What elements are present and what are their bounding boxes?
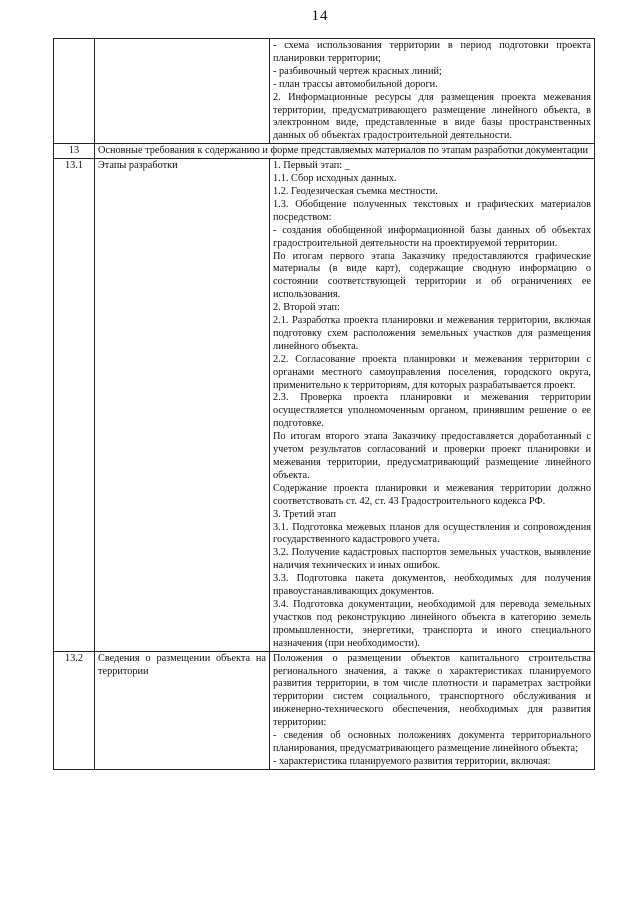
- row-title: Этапы разработки: [95, 159, 270, 651]
- content-line: 1. Первый этап: _: [273, 160, 350, 172]
- content-line: 1.3. Обобщение полученных текстовых и графических материалов посредством:: [273, 198, 591, 223]
- content-line: Положения о размещении объектов капитального строительства регионального значения, а также о характеристиках планируемого развития территории, в том числе плотности и параметрах застройки территории систем социального, транспортного обслуживания и инженерно-технического обеспечения, необходимых для развития территории:: [273, 652, 591, 729]
- content-line: 2. Информационные ресурсы для размещения проекта межевания территории, предусматривающего размещение линейного объекта, в электронном виде, представленные в виде базы пространственных данных об объектах градостроительной деятельности.: [273, 91, 591, 142]
- content-line: - сведения об основных положениях документа территориального планирования, предусматривающего размещение линейного объекта;: [273, 730, 591, 754]
- content-line: 2.2. Согласование проекта планировки и межевания территории с органами местного самоуправления поселения, городского округа, применительно к территориям, для которых разрабатывается проект.: [273, 353, 591, 391]
- row-number: [54, 39, 95, 144]
- row-number: 13.2: [54, 651, 95, 769]
- content-line: 3.2. Получение кадастровых паспортов земельных участков, выявление наличия технических и иных ошибок.: [273, 547, 591, 572]
- content-line: 2. Второй этап:: [273, 302, 340, 314]
- content-line: - создания обобщенной информационной базы данных об объектах градостроительной деятельности на проектируемой территории.: [273, 224, 591, 249]
- table-row: [54, 159, 595, 651]
- section-number: 13: [54, 144, 95, 159]
- row-title: [95, 39, 270, 144]
- content-line: 3.4. Подготовка документации, необходимой для перевода земельных участков под реконструкцию линейного объекта в категорию земель промышленности, энергетики, транспорта и иного специального назначения (при необходимости).: [273, 598, 591, 649]
- content-line: 1.1. Сбор исходных данных.: [273, 173, 397, 185]
- row-number: 13.1: [54, 159, 95, 651]
- content-line: По итогам второго этапа Заказчику предоставляется доработанный с учетом результатов согласований и проверки проект планировки и межевания территории, предусматривающий размещение линейного объекта.: [273, 431, 591, 481]
- requirements-table: [53, 38, 595, 770]
- content-line: - характеристика планируемого развития территории, включая:: [273, 755, 551, 767]
- row-content: [270, 651, 595, 769]
- table-row: [54, 144, 595, 159]
- content-line: - разбивочный чертеж красных линий;: [273, 65, 442, 77]
- table-row: [54, 651, 595, 769]
- row-title: Сведения о размещении объекта на территории: [95, 651, 270, 769]
- row-content: [270, 159, 595, 651]
- content-line: 3.1. Подготовка межевых планов для осуществления и сопровождения государственного кадастрового учета.: [273, 521, 591, 546]
- table-row: [54, 39, 595, 144]
- content-line: - план трассы автомобильной дороги.: [273, 78, 438, 90]
- content-line: 2.3. Проверка проекта планировки и межевания территории осуществляется уполномоченным органом, принявшим решение о ее подготовке.: [273, 392, 591, 430]
- page-number: 14: [311, 8, 329, 24]
- content-line: - схема использования территории в период подготовки проекта планировки территории;: [273, 40, 591, 64]
- content-line: Содержание проекта планировки и межевания территории должно соответствовать ст. 42, ст. 43 Градостроительного кодекса РФ.: [273, 482, 591, 507]
- content-line: 3.3. Подготовка пакета документов, необходимых для получения правоустанавливающих документов.: [273, 573, 591, 598]
- row-content: [270, 39, 595, 144]
- content-line: 3. Третий этап: [273, 508, 336, 520]
- section-heading: Основные требования к содержанию и форме представляемых материалов по этапам разработки документации: [95, 144, 595, 159]
- content-line: По итогам первого этапа Заказчику предоставляются графические материалы (в виде карт), содержащие сводную информацию о состоянии соответствующей территории и об ограничениях ее использования.: [273, 250, 591, 301]
- content-line: 1.2. Геодезическая съемка местности.: [273, 185, 438, 197]
- content-line: 2.1. Разработка проекта планировки и межевания территории, включая подготовку схем расположения земельных участков для размещения линейного объекта.: [273, 315, 591, 352]
